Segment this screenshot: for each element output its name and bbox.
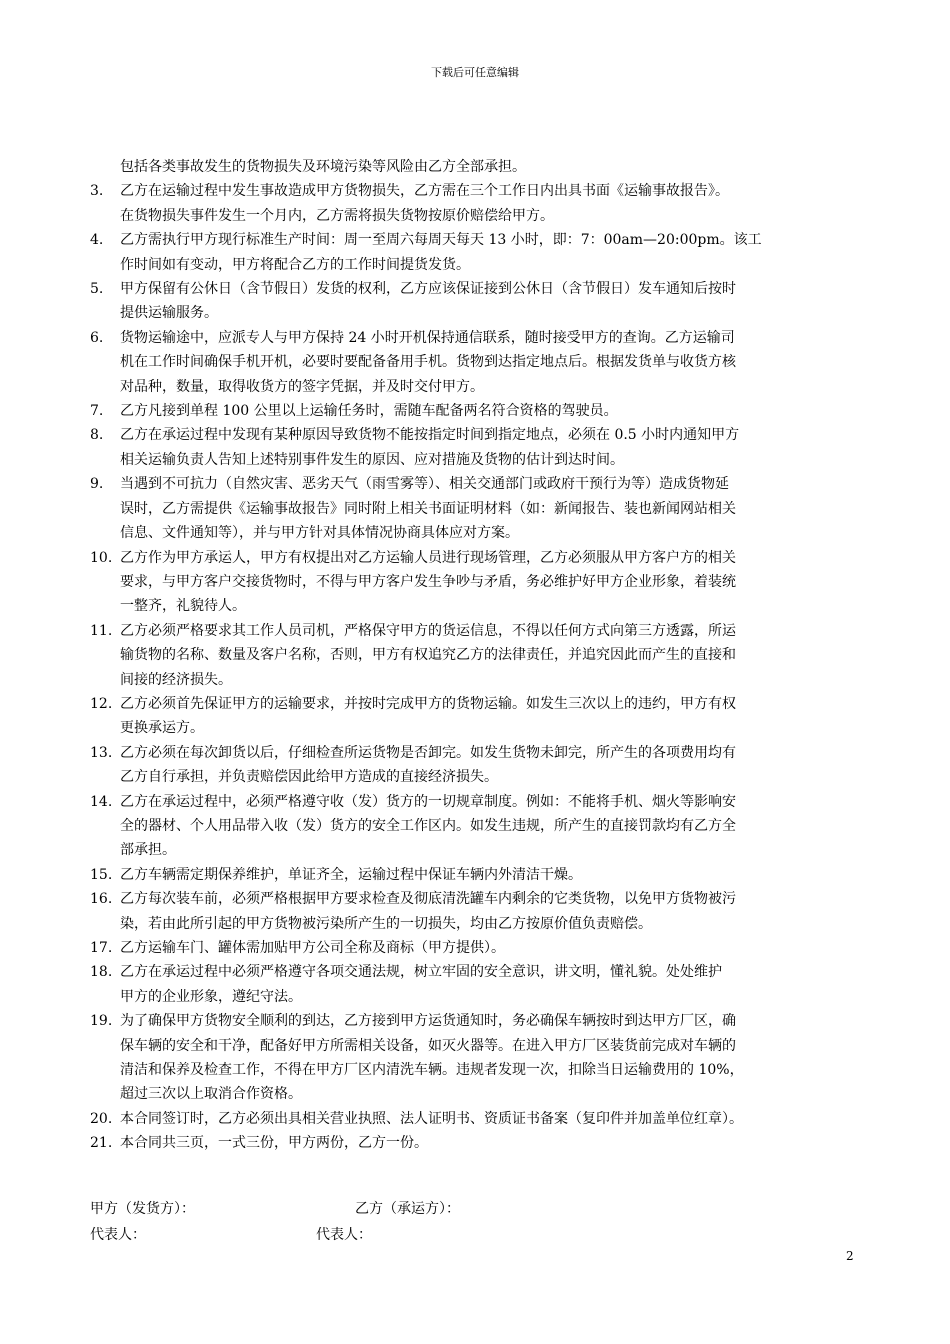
clause-number: 14. [90,793,113,810]
clause-number: 12. [90,695,113,712]
clause-line: 乙方必须严格要求其工作人员司机，严格保守甲方的货运信息，不得以任何方式向第三方透露，所运 [120,622,736,639]
clause-line: 作时间如有变动，甲方将配合乙方的工作时间提货发货。 [120,256,470,273]
clause-line: 乙方必须首先保证甲方的运输要求，并按时完成甲方的货物运输。如发生三次以上的违约，甲方有权 [120,695,736,712]
clause-line: 超过三次以上取消合作资格。 [120,1086,302,1103]
clause-number: 3. [90,183,104,200]
clause-line: 更换承运方。 [120,720,204,737]
clause-line: 乙方每次装车前，必须严格根据甲方要求检查及彻底清洗罐车内剩余的它类货物，以免甲方货物被污 [120,891,736,908]
clause-item [90,1131,865,1155]
clause-line: 乙方在运输过程中发生事故造成甲方货物损失，乙方需在三个工作日内出具书面《运输事故报告》。 [120,183,729,200]
clause-line: 部承担。 [120,842,176,859]
contract-clauses [90,155,865,1156]
clause-line: 甲方的企业形象，遵纪守法。 [120,988,302,1005]
clause-number: 15. [90,866,113,883]
clause-item [90,936,865,960]
clause-item [90,277,865,326]
clause-line: 本合同签订时，乙方必须出具相关营业执照、法人证明书、资质证书备案（复印件并加盖单位红章）。 [120,1110,743,1127]
clause-number: 10. [90,549,113,566]
clause-line: 全的器材、个人用品带入收（发）货方的安全工作区内。如发生违规，所产生的直接罚款均有乙方全 [120,817,736,834]
clause-line: 对品种，数量，取得收货方的签字凭据，并及时交付甲方。 [120,378,484,395]
clause-number: 5. [90,281,104,298]
clause-item [90,326,865,399]
clause-line: 当遇到不可抗力（自然灾害、恶劣天气（雨雪雾等）、相关交通部门或政府干预行为等）造成货物延 [120,476,729,493]
continuation-text: 包括各类事故发生的货物损失及环境污染等风险由乙方全部承担。 [120,159,526,175]
clause-item [90,790,865,863]
clause-line: 染，若由此所引起的甲方货物被污染所产生的一切损失，均由乙方按原价值负责赔偿。 [120,915,652,932]
clause-line: 乙方车辆需定期保养维护，单证齐全，运输过程中保证车辆内外清洁干燥。 [120,866,582,883]
clause-line: 乙方凡接到单程 100 公里以上运输任务时，需随车配备两名符合资格的驾驶员。 [120,403,618,420]
clause-line: 乙方运输车门、罐体需加贴甲方公司全称及商标（甲方提供）。 [120,940,505,956]
clause-line: 误时，乙方需提供《运输事故报告》同时附上相关书面证明材料（如：新闻报告、装也新闻网站相关 [120,500,736,517]
clause-line: 乙方必须在每次卸货以后，仔细检查所运货物是否卸完。如发生货物未卸完，所产生的各项费用均有 [120,744,736,761]
clause-item [90,179,865,228]
clause-line: 提供运输服务。 [120,305,218,322]
clause-line: 乙方作为甲方承运人，甲方有权提出对乙方运输人员进行现场管理，乙方必须服从甲方客户方的相关 [120,549,736,566]
clause-line: 要求，与甲方客户交接货物时，不得与甲方客户发生争吵与矛盾，务必维护好甲方企业形象，着装统 [120,573,736,590]
clause-line: 信息、文件通知等），并与甲方针对具体情况协商具体应对方案。 [120,525,519,542]
clause-line: 一整齐，礼貌待人。 [120,598,246,615]
clause-item [90,1107,865,1131]
clause-item [90,546,865,619]
clause-item [90,960,865,1009]
clause-item [90,741,865,790]
clause-line: 保车辆的安全和干净，配备好甲方所需相关设备，如灭火器等。在进入甲方厂区装货前完成对车辆的 [120,1037,736,1054]
clause-number: 18. [90,964,113,981]
clause-number: 8. [90,427,104,444]
clause-line: 乙方在承运过程中发现有某种原因导致货物不能按指定时间到指定地点，必须在 0.5 小时内通知甲方 [120,427,740,444]
clause-number: 21. [90,1135,113,1152]
clause-number: 16. [90,891,113,908]
clause-line: 间接的经济损失。 [120,671,232,688]
clause-number: 19. [90,1013,113,1030]
clause-line: 在货物损失事件发生一个月内，乙方需将损失货物按原价赔偿给甲方。 [120,207,554,224]
clause-line: 乙方需执行甲方现行标准生产时间：周一至周六每周天每天 13 小时，即：7：00am—20:00pm。该工 [120,232,762,249]
clause-line: 本合同共三页，一式三份，甲方两份，乙方一份。 [120,1135,428,1152]
party-b-representative-label: 代表人： [316,1227,372,1243]
clause-item [90,619,865,692]
clause-item [90,399,865,423]
clause-line: 乙方自行承担，并负责赔偿因此给甲方造成的直接经济损失。 [120,769,498,786]
party-b-label: 乙方（承运方）： [355,1201,460,1217]
clause-item [90,692,865,741]
party-a-representative-label: 代表人： [90,1227,146,1243]
clause-line: 清洁和保养及检查工作，不得在甲方厂区内清洗车辆。违规者发现一次，扣除当日运输费用的 10%， [120,1062,744,1079]
clause-number: 4. [90,232,104,249]
clause-line: 输货物的名称、数量及客户名称，否则，甲方有权追究乙方的法律责任，并追究因此而产生的直接和 [120,647,736,664]
clause-item [90,472,865,545]
page-number: 2 [846,1249,854,1263]
clause-number: 6. [90,329,104,346]
clause-number: 20. [90,1110,113,1127]
clause-item [90,423,865,472]
clause-line: 乙方在承运过程中必须严格遵守各项交通法规，树立牢固的安全意识，讲文明，懂礼貌。处处维护 [120,964,722,981]
clause-number: 9. [90,476,104,493]
clause-number: 17. [90,940,113,956]
clause-item [90,228,865,277]
clause-line: 相关运输负责人告知上述特别事件发生的原因、应对措施及货物的估计到达时间。 [120,451,624,468]
page-header: 下载后可任意编辑 [431,66,519,79]
clause-line: 机在工作时间确保手机开机，必要时要配备备用手机。货物到达指定地点后。根据发货单与收货方核 [120,354,736,371]
clause-item [90,887,865,936]
clause-item [90,1009,865,1107]
clause-number: 13. [90,744,113,761]
clause-line: 货物运输途中，应派专人与甲方保持 24 小时开机保持通信联系，随时接受甲方的查询。乙方运输司 [120,329,735,346]
clause-line: 甲方保留有公休日（含节假日）发货的权利，乙方应该保证接到公休日（含节假日）发车通知后按时 [120,281,736,298]
clause-item [90,863,865,887]
clause-line: 为了确保甲方货物安全顺利的到达，乙方接到甲方运货通知时，务必确保车辆按时到达甲方厂区，确 [120,1013,736,1030]
clause-number: 11. [90,622,113,639]
clause-number: 7. [90,403,104,420]
party-a-label: 甲方（发货方）： [90,1201,195,1217]
clause-line: 乙方在承运过程中，必须严格遵守收（发）货方的一切规章制度。例如：不能将手机、烟火等影响安 [120,793,736,810]
